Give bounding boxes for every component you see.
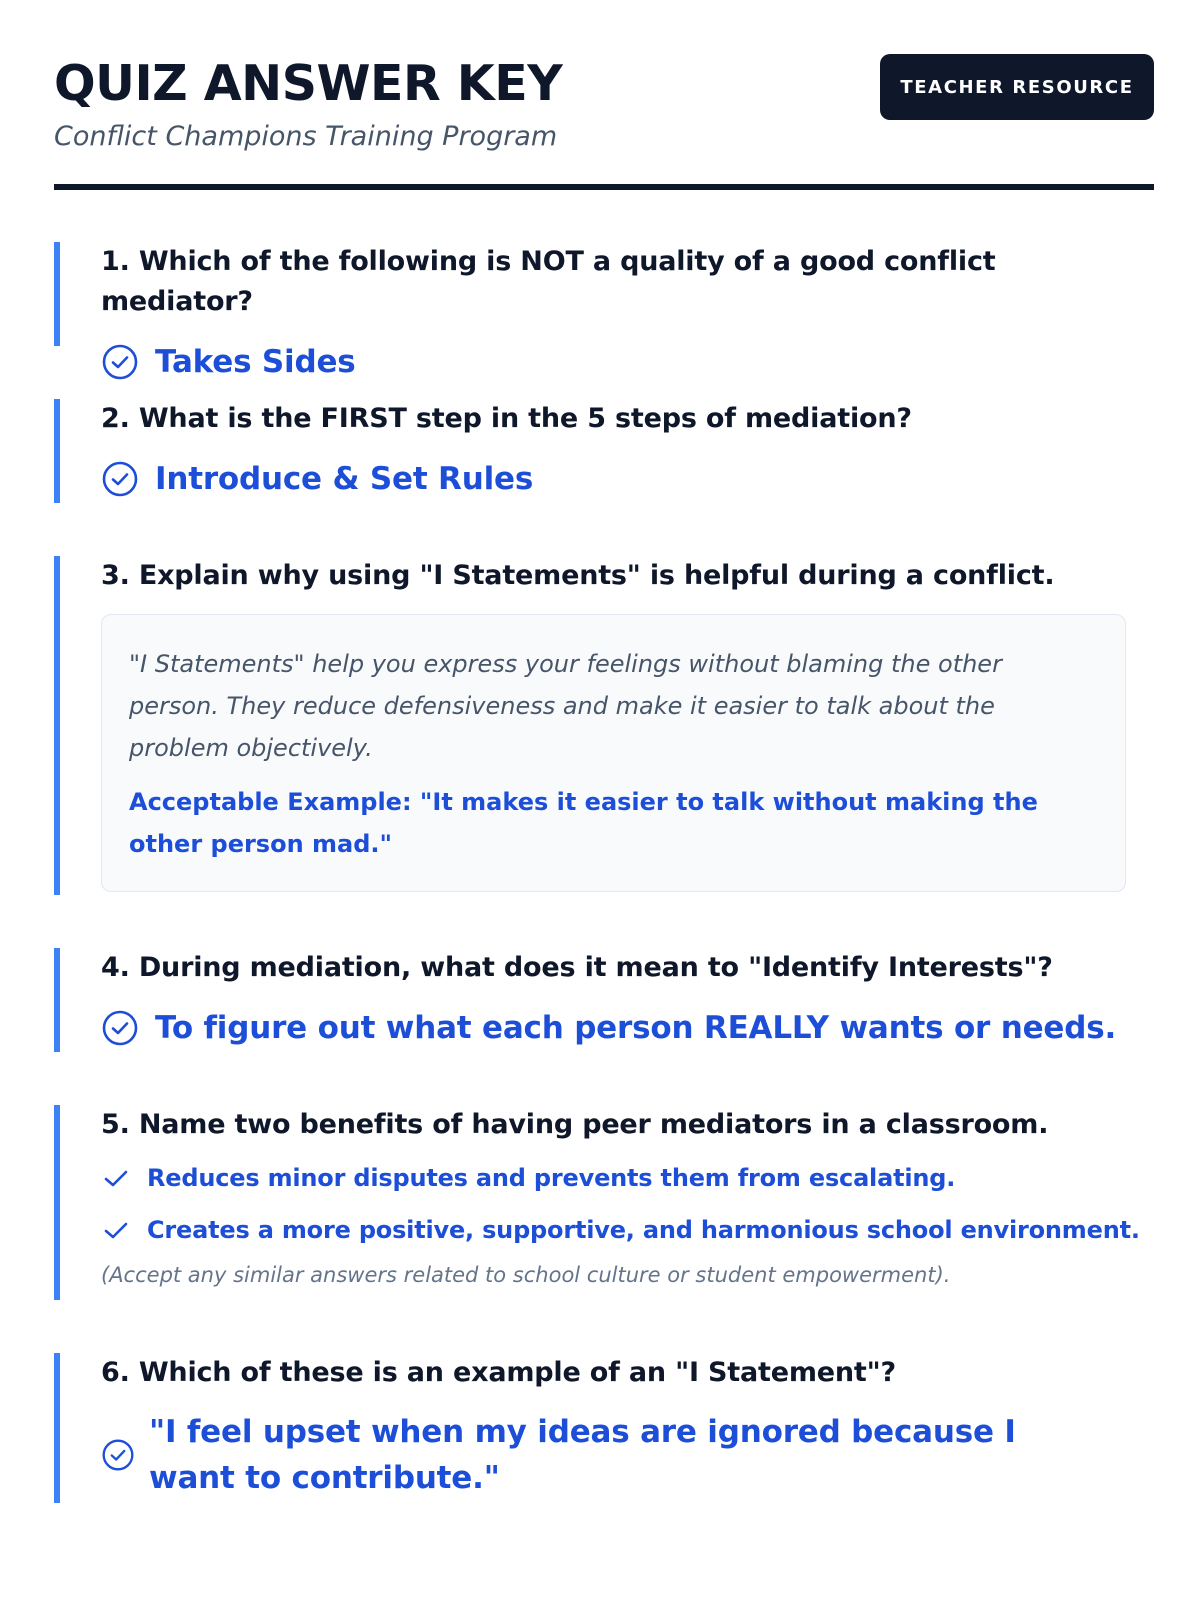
checkmark-icon [101,1163,131,1193]
benefit-item [101,1211,1154,1249]
question-6-answer [101,1409,1154,1501]
question-4-text: 4. During mediation, what does it mean to "Identify Interests"? [101,952,1053,983]
question-2-answer-text: Introduce & Set Rules [155,461,534,497]
question-2 [54,399,1154,503]
question-5-text: 5. Name two benefits of having peer mediators in a classroom. [101,1109,1049,1140]
page-header [54,54,1154,190]
question-1-answer [101,342,1154,382]
question-1-answer-text: Takes Sides [155,344,356,380]
check-circle-icon [101,1438,135,1472]
explanation-text: "I Statements" help you express your feelings without blaming the other person. They reduce defensiveness and make it easier to talk about the problem objectively. [129,650,1002,762]
question-5 [54,1105,1154,1300]
page-title: QUIZ ANSWER KEY [54,55,563,112]
question-3-text: 3. Explain why using "I Statements" is helpful during a conflict. [101,560,1055,591]
question-6 [54,1353,1154,1503]
question-4-answer [101,1008,1154,1048]
question-1 [54,242,1154,380]
check-circle-icon [101,1009,139,1047]
question-3 [54,556,1154,895]
checkmark-icon [101,1215,131,1245]
benefit-item [101,1159,1154,1197]
question-6-text: 6. Which of these is an example of an "I Statement"? [101,1357,896,1388]
benefit-text: Reduces minor disputes and prevents them from escalating. [147,1164,956,1192]
teacher-resource-badge: TEACHER RESOURCE [880,54,1154,120]
question-4 [54,948,1154,1052]
benefit-text: Creates a more positive, supportive, and harmonious school environment. [147,1216,1140,1244]
question-4-answer-text: To figure out what each person REALLY wants or needs. [155,1010,1117,1046]
page-subtitle: Conflict Champions Training Program [54,121,558,152]
acceptance-note: (Accept any similar answers related to school culture or student empowerment). [101,1263,951,1287]
question-6-answer-text: "I feel upset when my ideas are ignored because I want to contribute." [149,1414,1016,1496]
question-2-text: 2. What is the FIRST step in the 5 steps of mediation? [101,403,912,434]
question-2-answer [101,459,1154,499]
acceptable-example: Acceptable Example: "It makes it easier to talk without making the other person mad." [129,788,1038,858]
check-circle-icon [101,343,139,381]
explanation-box [101,614,1126,892]
check-circle-icon [101,460,139,498]
question-1-text: 1. Which of the following is NOT a quality of a good conflict mediator? [101,246,996,317]
